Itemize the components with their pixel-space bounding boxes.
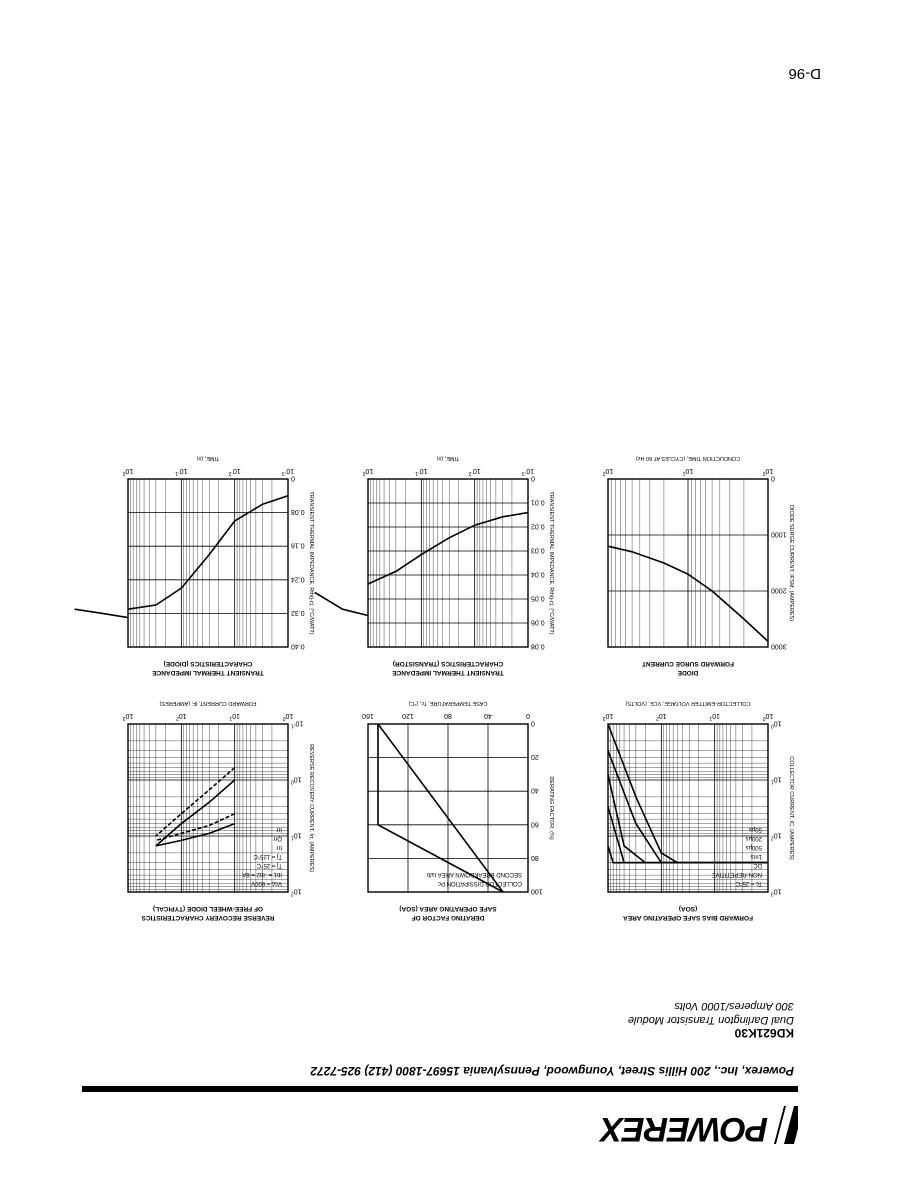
y-tick-label: $10^2$ <box>771 831 782 841</box>
y-tick-exponent: 2 <box>291 890 294 897</box>
x-axis-label: CASE TEMPERATURE, Tc, (°C) <box>408 700 488 706</box>
y-tick-label: 0.24 <box>291 575 305 583</box>
y-tick-label: 2000 <box>771 586 787 594</box>
y-tick-label: $10^0$ <box>771 719 782 729</box>
y-tick-label: 40 <box>531 786 539 794</box>
chart-title: TRANSIENT THERMAL IMPEDANCE <box>392 669 504 676</box>
chart-fbsoa <box>588 698 798 928</box>
y-tick-label: 0 <box>531 719 535 727</box>
x-tick-exponent: 0 <box>762 470 766 476</box>
product-model: KD621K30 <box>734 1026 794 1040</box>
x-tick-label: $10^2$ <box>176 712 187 721</box>
chart-annotation: COLLECTOR DISSIPATION Pc <box>437 880 522 886</box>
chart-grid <box>368 479 528 647</box>
chart-annotation: 1ms <box>750 853 762 859</box>
chart-subtitle: CHARACTERISTICS (TRANSISTOR) <box>392 660 504 667</box>
y-tick-label: 0 <box>291 474 295 482</box>
chart-annotation: Tj = 25°C <box>256 862 282 868</box>
x-tick-label: $10^{-3}$ <box>521 467 535 476</box>
y-tick-label: 0.04 <box>531 570 545 578</box>
x-tick-exponent: 2 <box>656 715 659 721</box>
chart-grid <box>608 724 768 892</box>
x-tick-label: $10^{-2}$ <box>228 467 241 476</box>
chart-annotation: 500μs <box>745 844 762 850</box>
x-axis-label: COLLECTOR-EMITTER VOLTAGE, VCE, (VOLTS) <box>625 700 751 706</box>
brand-name: POWEREX <box>601 1110 768 1148</box>
y-tick-label: 100 <box>531 887 543 895</box>
chart-annotation: Irr <box>276 826 282 832</box>
chart-subtitle: CHARACTERISTICS (DIODE) <box>163 660 253 667</box>
chart-title: REVERSE RECOVERY CHARACTERISTICS <box>141 914 275 921</box>
x-tick-label: 80 <box>444 712 452 719</box>
chart-subtitle: OF FREE-WHEEL DIODE (TYPICAL) <box>152 905 264 912</box>
x-tick-label: $10^{-1}$ <box>415 467 428 476</box>
chart-subtitle: FORWARD SURGE CURRENT <box>642 660 734 667</box>
x-tick-exponent: 0 <box>122 470 126 476</box>
y-tick-label: 0.05 <box>531 594 545 602</box>
chart-annotation: Qrr <box>273 835 282 841</box>
x-tick-label: 120 <box>402 712 414 719</box>
chart-title: DIODE <box>677 669 699 676</box>
y-tick-label: $10^{-1}$ <box>291 719 304 729</box>
series-line <box>378 724 503 892</box>
chart-annotation: DC <box>753 862 762 868</box>
x-tick-exponent: 1 <box>682 470 686 476</box>
page-number: D-96 <box>788 65 821 82</box>
y-tick-label: 3000 <box>771 642 787 650</box>
y-tick-exponent: 0 <box>291 778 294 785</box>
x-tick-exponent: -3 <box>281 470 287 476</box>
y-tick-exponent: -1 <box>291 722 296 729</box>
x-tick-exponent: 2 <box>602 470 606 476</box>
y-tick-label: 0.03 <box>531 546 545 554</box>
chart-annotation: Vcc = 600V <box>251 880 282 886</box>
y-tick-label: $10^2$ <box>291 887 302 897</box>
x-tick-label: $10^1$ <box>682 467 694 476</box>
y-axis-label: COLLECTOR CURRENT, IC, (AMPERES) <box>788 756 794 860</box>
x-tick-exponent: 1 <box>229 715 233 721</box>
x-tick-exponent: -3 <box>521 470 527 476</box>
y-tick-label: 0 <box>771 474 775 482</box>
x-tick-label: $10^{-1}$ <box>175 467 188 476</box>
product-rating: 300 Amperes/1000 Volts <box>674 1000 794 1012</box>
chart-title: DERATING FACTOR OF <box>411 914 485 921</box>
chart-annotation: NON-REPETITIVE <box>711 871 762 877</box>
y-tick-exponent: 1 <box>291 834 294 841</box>
y-tick-label: 0.08 <box>291 508 305 516</box>
chart-zth-diode <box>108 453 318 683</box>
x-tick-exponent: 2 <box>176 715 179 721</box>
y-tick-label: 0.06 <box>531 618 545 626</box>
plot-frame <box>368 479 528 647</box>
y-tick-label: $10^1$ <box>291 831 302 841</box>
chart-title: FORWARD BIAS SAFE OPERATING AREA <box>623 914 753 921</box>
y-tick-label: $10^0$ <box>291 775 302 785</box>
x-axis-label: FORWARD CURRENT, IF, (AMPERES) <box>159 700 257 706</box>
x-axis-label: TIME, (s) <box>196 455 220 461</box>
y-tick-exponent: 3 <box>771 890 774 897</box>
series-line <box>75 609 128 617</box>
chart-zth-transistor <box>348 453 558 683</box>
chart-annotation: Ib1 = -Ib2 = 6A <box>242 871 282 877</box>
y-tick-label: $10^3$ <box>771 887 782 897</box>
x-tick-label: $10^0$ <box>762 467 774 476</box>
chart-annotation: trr <box>276 844 282 850</box>
x-tick-label: $10^3$ <box>602 712 614 721</box>
y-tick-label: 0.40 <box>291 642 305 650</box>
y-tick-label: 0.02 <box>531 522 545 530</box>
x-tick-label: $10^0$ <box>282 712 294 721</box>
chart-surge <box>588 453 798 683</box>
chart-subtitle: (SOA) <box>678 905 698 912</box>
x-tick-label: $10^3$ <box>122 712 134 721</box>
y-tick-label: 60 <box>531 820 539 828</box>
y-tick-exponent: 1 <box>771 778 774 785</box>
y-axis-label: DERATING FACTOR, (%) <box>548 776 554 840</box>
chart-subtitle: SAFE OPERATING AREA (SOA) <box>399 905 497 912</box>
y-tick-exponent: 0 <box>771 722 774 729</box>
y-tick-label: 0.01 <box>531 498 545 506</box>
y-axis-label: TRANSIENT THERMAL IMPEDANCE, Rth(j-c), (°C/WATT) <box>308 491 314 635</box>
y-tick-label: 80 <box>531 853 539 861</box>
series-line <box>315 592 368 615</box>
x-tick-label: 0 <box>526 712 530 719</box>
y-tick-label: $10^1$ <box>771 775 782 785</box>
x-tick-label: $10^2$ <box>602 467 614 476</box>
x-tick-exponent: 0 <box>362 470 366 476</box>
chart-annotation: Tc = 25°C <box>735 880 762 886</box>
y-axis-label: DIODE SURGE CURRENT, IFSM, (AMPERES) <box>788 504 794 622</box>
x-tick-label: $10^2$ <box>656 712 667 721</box>
y-tick-label: 0.32 <box>291 608 305 616</box>
y-axis-label: REVERSE RECOVERY CURRENT, Irr, (AMPERES) <box>308 744 314 872</box>
x-tick-label: 160 <box>362 712 374 719</box>
x-tick-exponent: 0 <box>282 715 286 721</box>
x-tick-exponent: 3 <box>602 715 606 721</box>
x-tick-exponent: -2 <box>228 470 233 476</box>
x-tick-label: $10^0$ <box>762 712 774 721</box>
x-axis-label: CONDUCTION TIME, (CYCLES AT 60 Hz) <box>635 455 741 461</box>
x-tick-exponent: -1 <box>415 470 420 476</box>
x-tick-exponent: -2 <box>468 470 473 476</box>
chart-reverse-recovery <box>108 698 318 928</box>
x-tick-label: $10^0$ <box>362 467 374 476</box>
x-tick-exponent: 1 <box>709 715 713 721</box>
y-axis-label: TRANSIENT THERMAL IMPEDANCE, Rth(j-c), (°C/WATT) <box>548 491 554 635</box>
series-line <box>156 768 235 836</box>
x-tick-exponent: 3 <box>122 715 126 721</box>
chart-title: TRANSIENT THERMAL IMPEDANCE <box>152 669 264 676</box>
chart-derating <box>348 698 558 928</box>
x-tick-label: 40 <box>484 712 492 719</box>
chart-annotation: Tj = 125°C <box>253 853 282 859</box>
x-tick-label: $10^1$ <box>229 712 240 721</box>
x-axis-label: TIME, (s) <box>436 455 460 461</box>
y-tick-label: 0.16 <box>291 541 305 549</box>
y-tick-label: 1000 <box>771 530 787 538</box>
plot-frame <box>608 724 768 892</box>
x-tick-label: $10^1$ <box>709 712 720 721</box>
y-tick-label: 20 <box>531 753 539 761</box>
chart-grid <box>368 724 528 892</box>
series-line <box>608 846 768 863</box>
series-line <box>368 513 528 584</box>
y-tick-label: 0 <box>531 474 535 482</box>
product-description: Dual Darlington Transistor Module <box>627 1014 794 1026</box>
chart-annotation: 200μs <box>745 835 762 841</box>
chart-annotation: 50μs <box>748 826 762 832</box>
company-line: Powerex, Inc., 200 Hillis Street, Youngwood, Pennsylvania 15697-1800 (412) 925-7272 <box>310 1064 794 1078</box>
chart-grid <box>608 479 768 647</box>
x-tick-label: $10^{-2}$ <box>468 467 481 476</box>
x-tick-label: $10^{-3}$ <box>281 467 295 476</box>
series-line <box>608 724 768 863</box>
y-tick-exponent: 2 <box>771 834 774 841</box>
x-tick-exponent: 0 <box>762 715 766 721</box>
x-tick-exponent: -1 <box>175 470 180 476</box>
x-tick-label: $10^0$ <box>122 467 134 476</box>
y-tick-label: 0.08 <box>531 642 545 650</box>
chart-annotation: SECOND BREAKDOWN AREA Is/b <box>426 871 522 877</box>
header-rule <box>82 1086 798 1092</box>
